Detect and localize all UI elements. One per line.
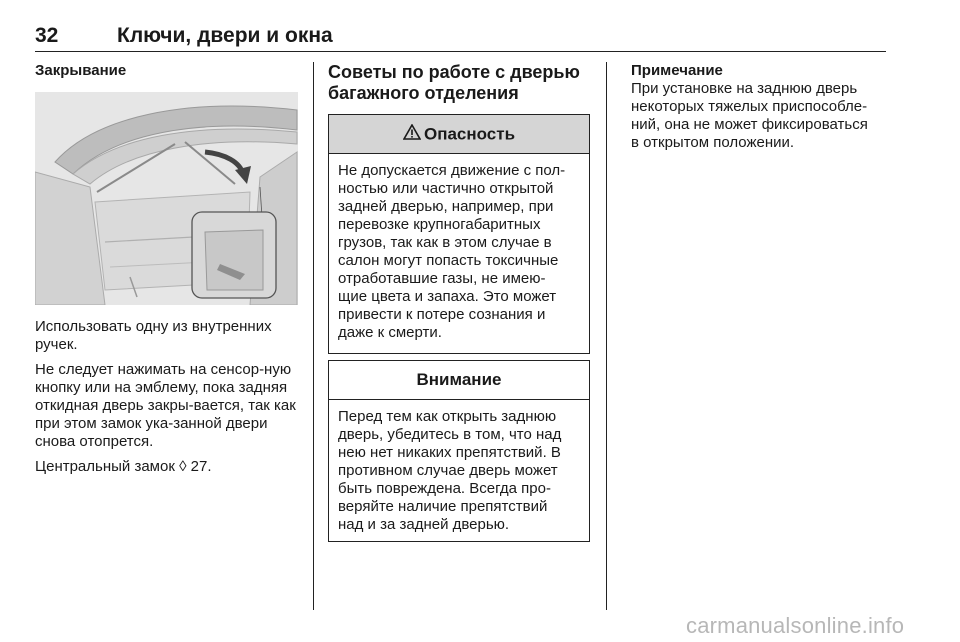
danger-line: перевозке крупногабаритных <box>338 216 541 233</box>
page-number: 32 <box>35 24 59 47</box>
danger-body <box>329 154 589 342</box>
page-ref-arrow-icon: ◊ <box>179 458 187 475</box>
danger-line: даже к смерти. <box>338 324 442 341</box>
tailgate-drawing <box>35 92 298 305</box>
note-line: в открытом положении. <box>631 134 795 151</box>
central-locking-reference[interactable] <box>35 458 307 476</box>
danger-line: привести к потере сознания и <box>338 306 546 323</box>
danger-line: щие цвета и запаха. Это может <box>338 288 557 305</box>
column-2 <box>328 62 592 104</box>
column-divider-right <box>606 62 607 610</box>
subheading-closing: Закрывание <box>35 62 127 79</box>
watermark: carmanualsonline.info <box>686 613 905 638</box>
warning-triangle-icon <box>403 116 421 154</box>
danger-line: салон могут попасть токсичные <box>338 252 559 269</box>
caution-line: над и за задней дверью. <box>338 516 510 533</box>
column-divider-left <box>313 62 314 610</box>
note-heading: Примечание <box>631 62 723 79</box>
column-3 <box>631 62 889 152</box>
danger-header <box>329 115 589 154</box>
paragraph-sensor-warning: Не следует нажимать на сенсор-ную кнопку или на эмблему, пока задняя откидная дверь закры-вается, так как при этом замок ука-занной двери снова отопрется. <box>35 361 296 450</box>
column-1 <box>35 62 303 80</box>
paragraph-use-handle: Использовать одну из внутренних ручек. <box>35 318 272 353</box>
danger-line: задней дверью, например, при <box>338 198 554 215</box>
caution-body <box>329 400 589 534</box>
danger-line: ностью или частично открытой <box>338 180 554 197</box>
caution-line: Перед тем как открыть заднюю <box>338 408 557 425</box>
reference-text: Центральный замок <box>35 458 175 475</box>
section-title-line-2: багажного отделения <box>328 83 519 103</box>
column-1-text <box>35 318 307 476</box>
chapter-title: Ключи, двери и окна <box>117 24 333 47</box>
caution-header <box>329 361 589 400</box>
caution-title: Внимание <box>416 370 502 389</box>
caution-line: быть повреждена. Всегда про- <box>338 480 551 497</box>
note-line: некоторых тяжелых приспособле- <box>631 98 868 115</box>
danger-line: отработавшие газы, не имею- <box>338 270 546 287</box>
danger-line: Не допускается движение с пол- <box>338 162 566 179</box>
danger-box <box>328 114 590 354</box>
section-title-line-1: Советы по работе с дверью <box>328 62 580 82</box>
car-tailgate-illustration <box>35 92 298 305</box>
caution-line: нею нет никаких препятствий. В <box>338 444 561 461</box>
note-line: ний, она не может фиксироваться <box>631 116 868 133</box>
note-line: При установке на заднюю дверь <box>631 80 858 97</box>
page-header <box>35 24 885 52</box>
header-rule <box>35 51 886 52</box>
danger-title: Опасность <box>423 124 516 144</box>
danger-line: грузов, так как в этом случае в <box>338 234 552 251</box>
reference-page: 27. <box>190 458 212 475</box>
caution-line: противном случае дверь может <box>338 462 558 479</box>
caution-box <box>328 360 590 542</box>
caution-line: веряйте наличие препятствий <box>338 498 548 515</box>
caution-line: дверь, убедитесь в том, что над <box>338 426 562 443</box>
